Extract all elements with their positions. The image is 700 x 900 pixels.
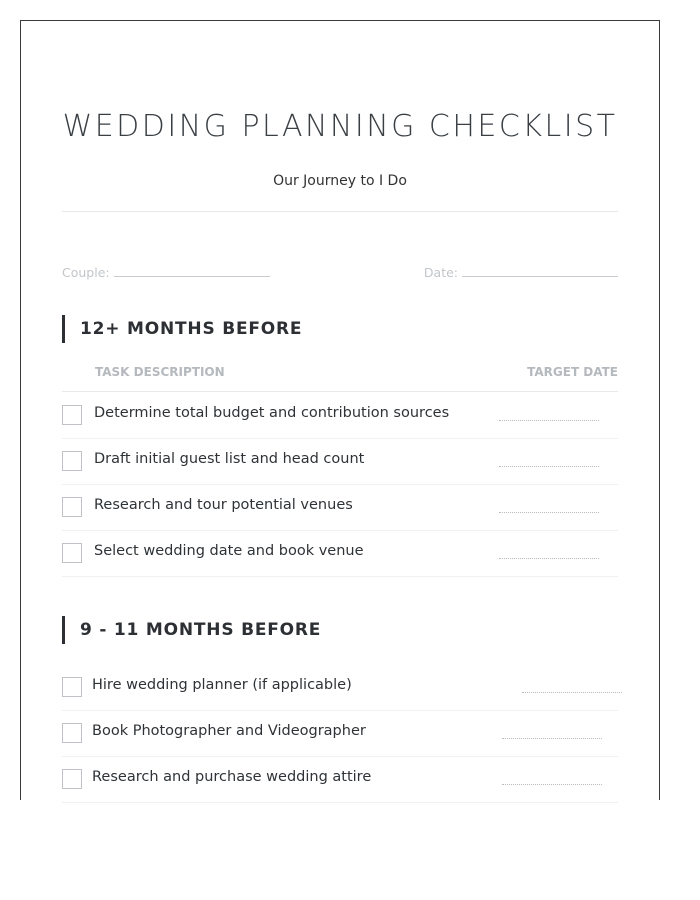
couple-label: Couple: xyxy=(62,265,110,280)
target-date-input[interactable] xyxy=(499,420,599,421)
column-headers xyxy=(62,365,618,392)
task-label: Hire wedding planner (if applicable) xyxy=(92,677,352,693)
section-heading-12-months: 12+ MONTHS BEFORE xyxy=(62,315,302,343)
task-row xyxy=(62,664,618,711)
date-label: Date: xyxy=(423,265,458,280)
target-date-input[interactable] xyxy=(499,466,599,467)
task-row xyxy=(62,438,618,485)
task-checkbox[interactable] xyxy=(62,723,82,743)
task-row xyxy=(62,530,618,577)
page-subtitle: Our Journey to I Do xyxy=(273,173,407,189)
checklist-page xyxy=(20,20,660,800)
task-checkbox[interactable] xyxy=(62,543,82,563)
task-checkbox[interactable] xyxy=(62,451,82,471)
task-label: Research and purchase wedding attire xyxy=(92,769,372,785)
task-label: Determine total budget and contribution sources xyxy=(94,405,450,421)
task-row xyxy=(62,484,618,531)
date-field[interactable] xyxy=(424,265,618,280)
couple-input-line[interactable] xyxy=(114,276,270,277)
target-date-input[interactable] xyxy=(522,692,622,693)
task-checkbox[interactable] xyxy=(62,405,82,425)
couple-field[interactable] xyxy=(62,265,270,280)
task-checkbox[interactable] xyxy=(62,769,82,789)
date-input-line[interactable] xyxy=(462,276,618,277)
target-date-input[interactable] xyxy=(502,784,602,785)
column-task-description: TASK DESCRIPTION xyxy=(95,365,225,379)
task-row xyxy=(62,756,618,803)
task-checkbox[interactable] xyxy=(62,497,82,517)
task-row xyxy=(62,710,618,757)
task-label: Select wedding date and book venue xyxy=(94,543,364,559)
target-date-input[interactable] xyxy=(499,512,599,513)
target-date-input[interactable] xyxy=(499,558,599,559)
task-label: Book Photographer and Videographer xyxy=(92,723,366,739)
task-label: Research and tour potential venues xyxy=(94,497,353,513)
page-title: WEDDING PLANNING CHECKLIST xyxy=(62,109,618,144)
column-target-date: TARGET DATE xyxy=(527,365,618,379)
section-heading-9-11-months: 9 - 11 MONTHS BEFORE xyxy=(62,616,321,644)
task-checkbox[interactable] xyxy=(62,677,82,697)
task-row xyxy=(62,392,618,439)
target-date-input[interactable] xyxy=(502,738,602,739)
task-label: Draft initial guest list and head count xyxy=(94,451,365,467)
divider xyxy=(62,211,618,212)
